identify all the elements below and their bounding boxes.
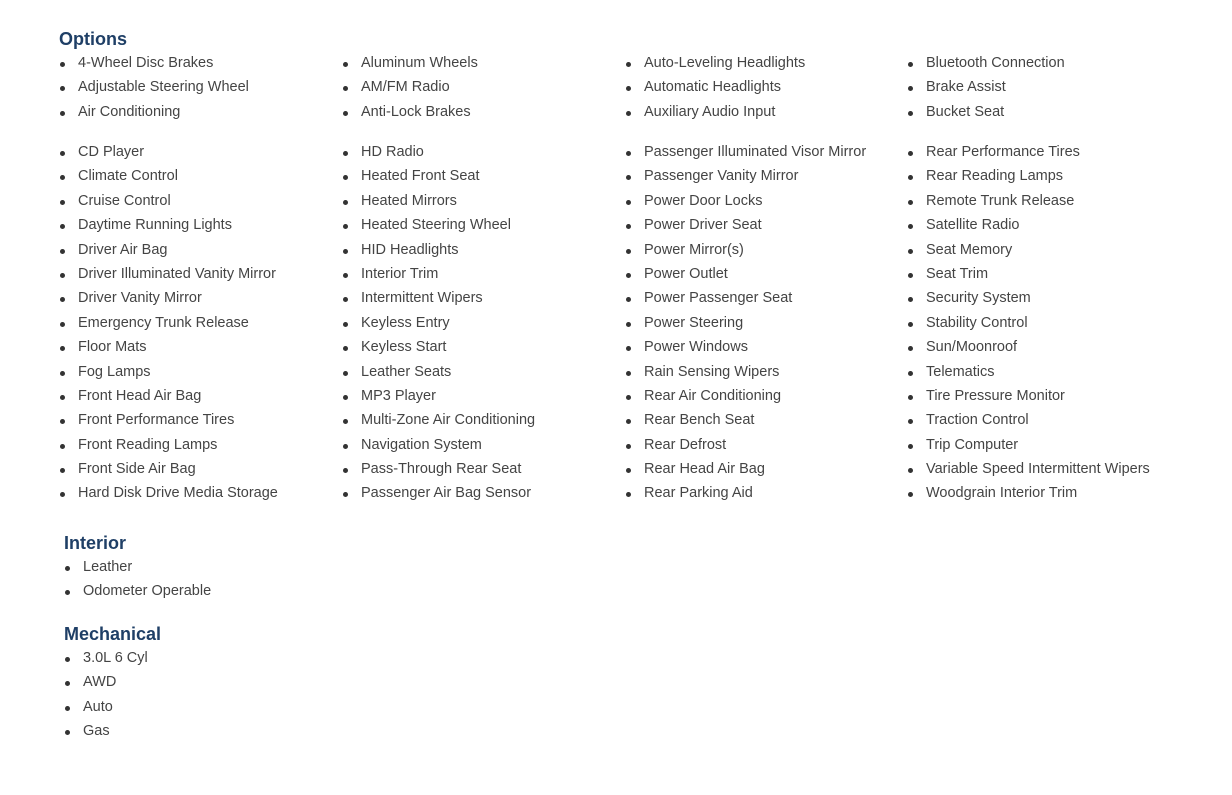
mechanical-list <box>65 646 148 744</box>
options-list <box>626 51 805 124</box>
list-item: 3.0L 6 Cyl <box>65 646 148 670</box>
list-item: CD Player <box>60 140 278 164</box>
list-item: Front Side Air Bag <box>60 457 278 481</box>
list-item: Gas <box>65 719 148 743</box>
list-item: Power Outlet <box>626 262 866 286</box>
list-item: Rear Reading Lamps <box>908 164 1150 188</box>
list-item: Rear Performance Tires <box>908 140 1150 164</box>
list-item: AM/FM Radio <box>343 75 478 99</box>
list-item: Auto-Leveling Headlights <box>626 51 805 75</box>
list-item: Heated Front Seat <box>343 164 535 188</box>
list-item: Leather <box>65 555 211 579</box>
list-item: Telematics <box>908 360 1150 384</box>
interior-heading: Interior <box>64 533 127 553</box>
list-item: Tire Pressure Monitor <box>908 384 1150 408</box>
list-item: Brake Assist <box>908 75 1065 99</box>
list-item: Power Passenger Seat <box>626 286 866 310</box>
list-item: HD Radio <box>343 140 535 164</box>
list-item: Front Performance Tires <box>60 408 278 432</box>
list-item: MP3 Player <box>343 384 535 408</box>
list-item: Bucket Seat <box>908 100 1065 124</box>
list-item: Hard Disk Drive Media Storage <box>60 481 278 505</box>
list-item: Security System <box>908 286 1150 310</box>
list-item: Floor Mats <box>60 335 278 359</box>
mechanical-heading: Mechanical <box>64 624 162 644</box>
options-list <box>343 140 535 506</box>
list-item: Daytime Running Lights <box>60 213 278 237</box>
list-item: Stability Control <box>908 311 1150 335</box>
list-item: Satellite Radio <box>908 213 1150 237</box>
list-item: Rear Bench Seat <box>626 408 866 432</box>
list-item: Rear Head Air Bag <box>626 457 866 481</box>
list-item: 4-Wheel Disc Brakes <box>60 51 249 75</box>
list-item: Passenger Illuminated Visor Mirror <box>626 140 866 164</box>
list-item: Passenger Vanity Mirror <box>626 164 866 188</box>
list-item: Front Head Air Bag <box>60 384 278 408</box>
list-item: Pass-Through Rear Seat <box>343 457 535 481</box>
list-item: Sun/Moonroof <box>908 335 1150 359</box>
list-item: Heated Mirrors <box>343 189 535 213</box>
list-item: Emergency Trunk Release <box>60 311 278 335</box>
options-list <box>60 140 278 506</box>
options-heading: Options <box>59 29 127 49</box>
list-item: Power Driver Seat <box>626 213 866 237</box>
list-item: Power Windows <box>626 335 866 359</box>
list-item: Heated Steering Wheel <box>343 213 535 237</box>
list-item: Variable Speed Intermittent Wipers <box>908 457 1150 481</box>
list-item: Multi-Zone Air Conditioning <box>343 408 535 432</box>
list-item: Front Reading Lamps <box>60 433 278 457</box>
list-item: AWD <box>65 670 148 694</box>
list-item: Aluminum Wheels <box>343 51 478 75</box>
list-item: Rain Sensing Wipers <box>626 360 866 384</box>
list-item: Rear Parking Aid <box>626 481 866 505</box>
list-item: Keyless Start <box>343 335 535 359</box>
options-list <box>626 140 866 506</box>
list-item: Bluetooth Connection <box>908 51 1065 75</box>
list-item: Driver Air Bag <box>60 238 278 262</box>
list-item: Navigation System <box>343 433 535 457</box>
list-item: Rear Air Conditioning <box>626 384 866 408</box>
interior-list <box>65 555 211 604</box>
list-item: Power Mirror(s) <box>626 238 866 262</box>
list-item: Intermittent Wipers <box>343 286 535 310</box>
list-item: Auto <box>65 695 148 719</box>
list-item: Rear Defrost <box>626 433 866 457</box>
list-item: Fog Lamps <box>60 360 278 384</box>
list-item: Odometer Operable <box>65 579 211 603</box>
list-item: Trip Computer <box>908 433 1150 457</box>
list-item: Air Conditioning <box>60 100 249 124</box>
list-item: Driver Vanity Mirror <box>60 286 278 310</box>
list-item: Adjustable Steering Wheel <box>60 75 249 99</box>
list-item: HID Headlights <box>343 238 535 262</box>
list-item: Driver Illuminated Vanity Mirror <box>60 262 278 286</box>
list-item: Climate Control <box>60 164 278 188</box>
options-list <box>60 51 249 124</box>
list-item: Keyless Entry <box>343 311 535 335</box>
list-item: Passenger Air Bag Sensor <box>343 481 535 505</box>
list-item: Auxiliary Audio Input <box>626 100 805 124</box>
list-item: Seat Memory <box>908 238 1150 262</box>
list-item: Power Door Locks <box>626 189 866 213</box>
list-item: Anti-Lock Brakes <box>343 100 478 124</box>
options-list <box>908 51 1065 124</box>
list-item: Seat Trim <box>908 262 1150 286</box>
list-item: Cruise Control <box>60 189 278 213</box>
list-item: Interior Trim <box>343 262 535 286</box>
list-item: Remote Trunk Release <box>908 189 1150 213</box>
list-item: Traction Control <box>908 408 1150 432</box>
options-list <box>343 51 478 124</box>
options-list <box>908 140 1150 506</box>
list-item: Woodgrain Interior Trim <box>908 481 1150 505</box>
list-item: Power Steering <box>626 311 866 335</box>
list-item: Automatic Headlights <box>626 75 805 99</box>
list-item: Leather Seats <box>343 360 535 384</box>
